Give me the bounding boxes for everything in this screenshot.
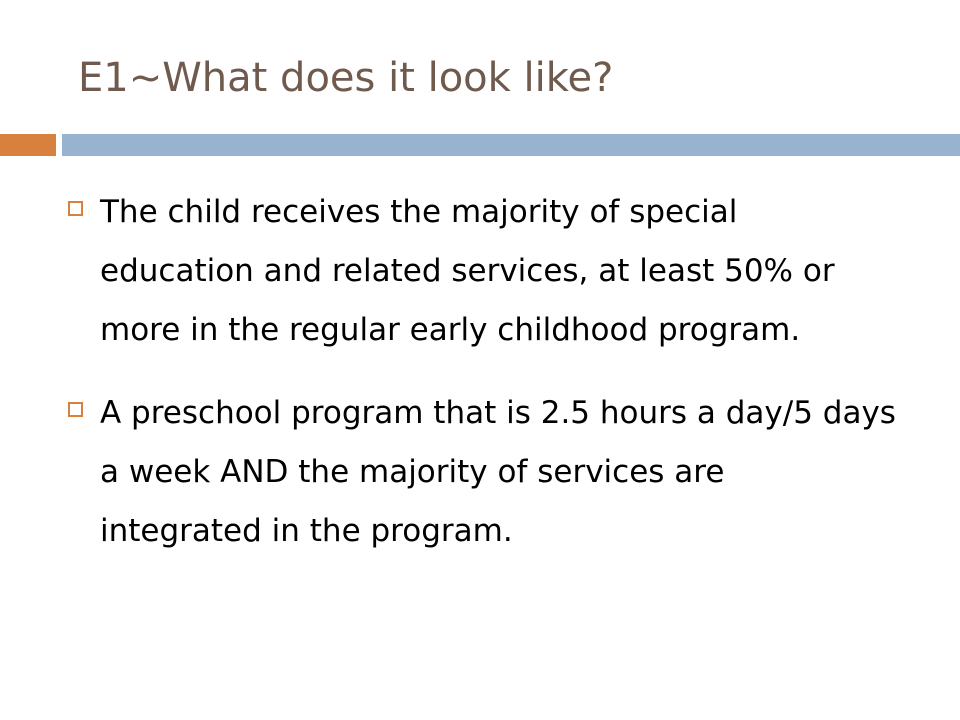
title-rule-bar (62, 134, 960, 156)
hollow-square-bullet-icon (68, 402, 83, 417)
bullet-item (66, 384, 896, 561)
title-accent-bar (0, 134, 56, 156)
bullet-item (66, 183, 896, 360)
hollow-square-bullet-icon (68, 201, 83, 216)
slide-title: E1~What does it look like? (78, 55, 614, 101)
bullet-text: The child receives the majority of special education and related services, at least 50% or more in the regular early childhood program. (100, 194, 835, 348)
bullet-text: A preschool program that is 2.5 hours a day/5 days a week AND the majority of services are integrated in the program. (100, 395, 896, 549)
bullet-list (66, 183, 896, 585)
